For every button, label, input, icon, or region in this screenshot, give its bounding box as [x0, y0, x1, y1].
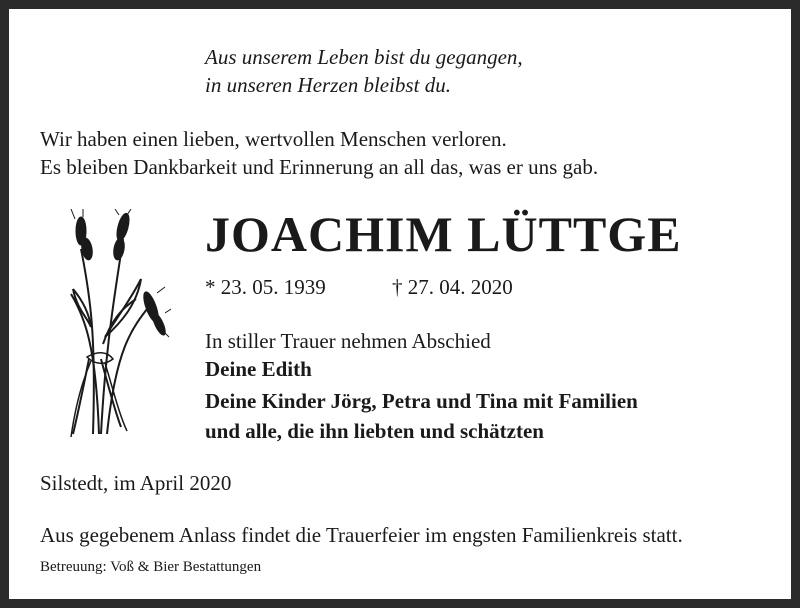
- mourner-line-3: und alle, die ihn liebten und schätzten: [205, 419, 544, 443]
- intro-line-2: Es bleiben Dankbarkeit und Erinnerung an all das, was er uns gab.: [40, 155, 599, 179]
- wheat-bundle-icon: [61, 209, 171, 444]
- death-date: † 27. 04. 2020: [392, 275, 513, 299]
- mourners-intro: In stiller Trauer nehmen Abschied: [205, 329, 491, 353]
- funeral-notice: Aus gegebenem Anlass findet die Trauerfeier im engsten Familienkreis statt.: [40, 523, 683, 547]
- intro-line-1: Wir haben einen lieben, wertvollen Menschen verloren.: [40, 127, 507, 151]
- undertaker-credit: Betreuung: Voß & Bier Bestattungen: [40, 559, 262, 575]
- mourner-line-1: Deine Edith: [205, 357, 312, 381]
- place-date: Silstedt, im April 2020: [40, 471, 232, 495]
- mourner-line-2: Deine Kinder Jörg, Petra und Tina mit Familien: [205, 389, 638, 413]
- deceased-name: JOACHIM LÜTTGE: [205, 206, 682, 262]
- birth-date: * 23. 05. 1939: [205, 275, 326, 299]
- motto-line-1: Aus unserem Leben bist du gegangen,: [205, 45, 523, 69]
- motto-line-2: in unseren Herzen bleibst du.: [205, 73, 451, 97]
